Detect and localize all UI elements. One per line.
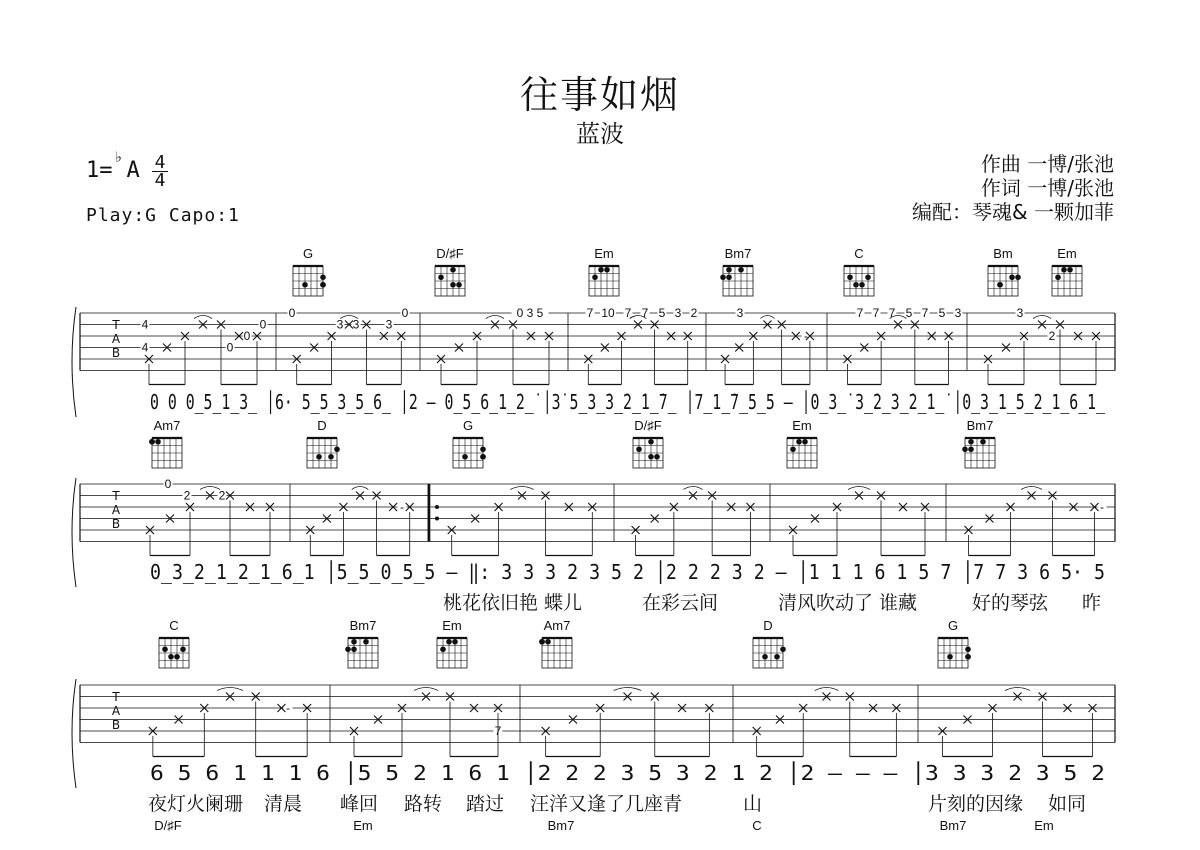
tie-arc bbox=[815, 688, 838, 691]
finger-dot bbox=[997, 282, 1003, 288]
finger-dot bbox=[847, 274, 853, 280]
fret-number: 7 bbox=[641, 306, 649, 320]
tie-arc bbox=[352, 487, 369, 490]
finger-dot bbox=[168, 654, 174, 660]
finger-dot bbox=[446, 639, 452, 645]
finger-dot bbox=[796, 439, 802, 445]
finger-dot bbox=[965, 646, 971, 652]
chord-diagram bbox=[787, 418, 817, 468]
lyric-text: 在彩云间 bbox=[642, 592, 719, 614]
chord-diagram bbox=[844, 246, 874, 296]
tie-arc bbox=[510, 487, 533, 490]
score-system-4 bbox=[154, 818, 1053, 833]
time-sig-top: 4 bbox=[154, 152, 166, 173]
fret-number: 7 bbox=[888, 306, 896, 320]
fret-number: - bbox=[804, 329, 808, 343]
tab-clef-letter: A bbox=[111, 704, 121, 718]
jianpu-melody: 0 0 0̲5̲1̲3̲ │6· 5̲5̲3̲5̲6̲ │2 — 0̲5̲6̲1̲̇2̲̇ │3̇ 5̲3̲̇3̲̇2̲̇1̲̇7̲ │7̲1̲̇7̲5̲5 — │0̲3̲̇ 3̲̇2̲̇3̲̇2̲̇1̲̇ │0̲3̲1̲̇5̲2̲1̲6̲1̲ bbox=[150, 390, 1106, 414]
tie-arc bbox=[486, 316, 504, 319]
fret-number: 2 bbox=[1048, 329, 1056, 343]
finger-dot bbox=[452, 639, 458, 645]
fret-number: 3 bbox=[954, 306, 962, 320]
finger-dot bbox=[648, 454, 654, 460]
tie-arc bbox=[414, 688, 438, 691]
tie-arc bbox=[683, 487, 702, 490]
tab-clef-letter: T bbox=[112, 318, 120, 332]
chord-diagram bbox=[633, 418, 663, 468]
finger-dot bbox=[947, 654, 953, 660]
finger-dot bbox=[450, 282, 456, 288]
chord-name: Am7 bbox=[153, 418, 181, 433]
finger-dot bbox=[1061, 267, 1067, 273]
finger-dot bbox=[438, 274, 444, 280]
finger-dot bbox=[155, 439, 161, 445]
finger-dot bbox=[316, 454, 322, 460]
lyric-text: 汪洋又逢了几座青 bbox=[530, 793, 683, 815]
fret-number: 2 bbox=[183, 488, 191, 503]
lyric-text: 路转 bbox=[404, 793, 443, 815]
system-bracket bbox=[72, 679, 76, 788]
fret-number: 0 bbox=[243, 329, 251, 343]
chord-diagram bbox=[345, 618, 378, 668]
lyric-text: 山 bbox=[743, 793, 763, 815]
fret-number: 7 bbox=[856, 306, 864, 320]
chord-name: Bm7 bbox=[349, 618, 377, 633]
finger-dot bbox=[180, 646, 186, 652]
lyric-text: 夜灯火阑珊 bbox=[148, 793, 244, 815]
finger-dot bbox=[345, 646, 351, 652]
chord-diagram bbox=[437, 618, 467, 668]
chord-name: Bm7 bbox=[724, 246, 752, 261]
finger-dot bbox=[968, 446, 974, 452]
fret-number: 0 bbox=[288, 306, 296, 320]
finger-dot bbox=[462, 454, 468, 460]
chord-diagram bbox=[548, 818, 575, 833]
arranger-credit: 编配：琴魂& 一颗加菲 bbox=[912, 200, 1114, 224]
finger-dot bbox=[738, 267, 744, 273]
chord-name: Em bbox=[442, 618, 462, 633]
repeat-dot bbox=[435, 517, 439, 521]
tie-arc bbox=[848, 487, 870, 490]
finger-dot bbox=[636, 446, 642, 452]
fret-number: 7 bbox=[624, 306, 632, 320]
song-title: 往事如烟 bbox=[519, 73, 680, 117]
fret-number: 2 bbox=[690, 306, 698, 320]
lyric-text: 如同 bbox=[1048, 793, 1087, 815]
finger-dot bbox=[790, 446, 796, 452]
finger-dot bbox=[592, 274, 598, 280]
tab-clef-letter: T bbox=[112, 690, 120, 704]
chord-diagram bbox=[159, 618, 189, 668]
chord-name: Em bbox=[1034, 818, 1054, 833]
chord-diagram bbox=[307, 418, 340, 468]
finger-dot bbox=[480, 454, 486, 460]
finger-dot bbox=[865, 274, 871, 280]
lyric-text: 峰回 bbox=[340, 793, 379, 815]
chord-name: Bm7 bbox=[939, 818, 967, 833]
tie-arc bbox=[200, 487, 220, 490]
finger-dot bbox=[351, 646, 357, 652]
chord-diagram bbox=[938, 618, 971, 668]
finger-dot bbox=[351, 639, 357, 645]
fret-number: 0 bbox=[164, 477, 172, 491]
finger-dot bbox=[1055, 274, 1061, 280]
fret-number: 3 bbox=[336, 317, 344, 332]
finger-dot bbox=[334, 446, 340, 452]
repeat-dot bbox=[435, 505, 439, 509]
chord-name: Em bbox=[594, 246, 614, 261]
finger-dot bbox=[539, 639, 545, 645]
chord-diagram bbox=[940, 818, 967, 833]
finger-dot bbox=[968, 439, 974, 445]
score-system-2 bbox=[72, 418, 1115, 614]
finger-dot bbox=[598, 267, 604, 273]
finger-dot bbox=[762, 654, 768, 660]
chord-name: D/♯F bbox=[436, 246, 464, 261]
tab-clef-letter: T bbox=[112, 489, 120, 503]
chord-diagram bbox=[753, 618, 786, 668]
score-system-1 bbox=[72, 246, 1115, 417]
chord-diagram bbox=[720, 246, 753, 296]
fret-number: 7 bbox=[494, 724, 502, 738]
chord-name: Em bbox=[792, 418, 812, 433]
system-bracket bbox=[72, 478, 76, 587]
finger-dot bbox=[774, 654, 780, 660]
chord-name: Em bbox=[1057, 246, 1077, 261]
finger-dot bbox=[965, 654, 971, 660]
finger-dot bbox=[302, 282, 308, 288]
tie-arc bbox=[1033, 316, 1051, 319]
tie-arc bbox=[614, 688, 641, 691]
finger-dot bbox=[320, 274, 326, 280]
fret-number: 10 bbox=[601, 306, 615, 320]
tab-clef-letter: B bbox=[111, 718, 121, 732]
chord-diagram bbox=[154, 818, 182, 833]
fret-number: 7 bbox=[921, 306, 929, 320]
finger-dot bbox=[450, 267, 456, 273]
fret-number: 0 bbox=[259, 317, 267, 332]
lyric-text: 清晨 bbox=[264, 793, 303, 815]
finger-dot bbox=[726, 267, 732, 273]
fret-number: 5 bbox=[658, 306, 666, 320]
chord-diagram bbox=[149, 418, 182, 468]
chord-diagram bbox=[1052, 246, 1082, 296]
finger-dot bbox=[328, 454, 334, 460]
play-capo-info: Play:G Capo:1 bbox=[86, 205, 240, 226]
tie-arc bbox=[217, 688, 243, 691]
finger-dot bbox=[859, 282, 865, 288]
finger-dot bbox=[962, 446, 968, 452]
chord-diagram bbox=[293, 246, 326, 296]
chord-name: D bbox=[317, 418, 327, 433]
chord-diagram bbox=[435, 246, 465, 296]
fret-number: 7 bbox=[586, 306, 594, 320]
chord-name: Am7 bbox=[543, 618, 571, 633]
tab-clef-letter: B bbox=[111, 517, 121, 531]
finger-dot bbox=[162, 646, 168, 652]
chord-name: D bbox=[763, 618, 773, 633]
fret-number: 3 bbox=[736, 306, 744, 320]
fret-number: - bbox=[400, 500, 404, 514]
finger-dot bbox=[720, 274, 726, 280]
chord-diagram bbox=[539, 618, 572, 668]
system-bracket bbox=[72, 307, 76, 417]
fret-number: 3 bbox=[1016, 306, 1024, 320]
finger-dot bbox=[456, 282, 462, 288]
tie-arc bbox=[194, 316, 212, 319]
finger-dot bbox=[320, 282, 326, 288]
lyric-text: 桃花依旧艳 蝶儿 bbox=[443, 592, 583, 614]
chord-name: Bm7 bbox=[966, 418, 994, 433]
composer-credit: 作曲 一博/张池 bbox=[980, 152, 1114, 176]
finger-dot bbox=[648, 439, 654, 445]
tie-arc bbox=[760, 316, 774, 319]
finger-dot bbox=[1009, 274, 1015, 280]
fret-number: 2 bbox=[218, 488, 226, 503]
tab-clef-letter: A bbox=[111, 332, 121, 346]
chord-diagram bbox=[589, 246, 619, 296]
artist-name: 蓝波 bbox=[576, 120, 624, 148]
tie-arc bbox=[1005, 688, 1030, 691]
finger-dot bbox=[853, 282, 859, 288]
jianpu-melody: 6 5 6 1 1 1 6 │5 5 2 1 6 1 │2 2 2 3 5 3 2 1 2 │2 — — — │3 3 3 2 3 5 2 bbox=[150, 761, 1105, 785]
fret-number: 4 bbox=[141, 317, 149, 332]
tie-arc bbox=[1021, 487, 1042, 490]
chord-name: G bbox=[947, 618, 959, 633]
finger-dot bbox=[726, 274, 732, 280]
fret-number: 0 3 5 bbox=[516, 306, 544, 320]
finger-dot bbox=[980, 439, 986, 445]
tab-clef-letter: A bbox=[111, 503, 121, 517]
fret-number: 7 bbox=[872, 306, 880, 320]
lyric-text: 好的琴弦 bbox=[972, 592, 1049, 614]
chord-name: D/♯F bbox=[154, 818, 182, 833]
fret-number: 5 bbox=[905, 306, 913, 320]
finger-dot bbox=[545, 639, 551, 645]
fret-number: 3 bbox=[385, 317, 393, 332]
jianpu-melody: 0̲3̲2̲1̲2̲1̲6̲1 │5̲5̲0̲5̲5 — ‖: 3 3 3 2 3 5 2 │2 2 2 3 2 — │1 1 1 6 1 5 7 │7 7 3 6 5· 5 bbox=[150, 560, 1105, 584]
time-sig-bottom: 4 bbox=[152, 171, 168, 189]
fret-number: 0 bbox=[401, 306, 409, 320]
chord-name: D/♯F bbox=[634, 418, 662, 433]
finger-dot bbox=[363, 639, 369, 645]
finger-dot bbox=[780, 646, 786, 652]
chord-diagram bbox=[752, 818, 761, 833]
fret-number: 4 bbox=[141, 340, 149, 355]
fret-number: - bbox=[286, 701, 290, 715]
flat-symbol: ♭ bbox=[114, 148, 124, 166]
chord-diagram bbox=[962, 418, 995, 468]
lyric-text: 片刻的因缘 bbox=[928, 793, 1024, 815]
lyricist-credit: 作词 一博/张池 bbox=[980, 176, 1114, 200]
chord-name: G bbox=[462, 418, 474, 433]
finger-dot bbox=[654, 454, 660, 460]
chord-name: C bbox=[169, 618, 179, 633]
key-prefix: 1= bbox=[86, 158, 113, 183]
finger-dot bbox=[480, 446, 486, 452]
finger-dot bbox=[174, 654, 180, 660]
fret-number: 0 bbox=[226, 340, 234, 355]
fret-number: 3 bbox=[352, 317, 360, 332]
chord-diagram bbox=[1034, 818, 1054, 833]
fret-number: 5 bbox=[938, 306, 946, 320]
finger-dot bbox=[802, 439, 808, 445]
score-system-3 bbox=[72, 618, 1115, 815]
chord-name: C bbox=[752, 818, 762, 833]
chord-diagram bbox=[353, 818, 373, 833]
fret-number: 3 bbox=[674, 306, 682, 320]
finger-dot bbox=[604, 267, 610, 273]
lyric-text: 清风吹动了 谁藏 bbox=[778, 592, 918, 614]
finger-dot bbox=[149, 439, 155, 445]
lyric-text: 踏过 bbox=[466, 793, 505, 815]
chord-name: Em bbox=[353, 818, 373, 833]
key-note: A bbox=[126, 158, 140, 183]
chord-name: C bbox=[854, 246, 864, 261]
chord-diagram bbox=[453, 418, 486, 468]
finger-dot bbox=[1067, 267, 1073, 273]
finger-dot bbox=[1015, 274, 1021, 280]
chord-diagram bbox=[988, 246, 1021, 296]
finger-dot bbox=[440, 646, 446, 652]
chord-name: Bm7 bbox=[547, 818, 575, 833]
tab-clef-letter: B bbox=[111, 346, 121, 360]
chord-name: G bbox=[302, 246, 314, 261]
lyric-text: 昨 bbox=[1082, 592, 1102, 614]
chord-name: Bm bbox=[993, 246, 1013, 261]
fret-number: - bbox=[1100, 500, 1104, 514]
